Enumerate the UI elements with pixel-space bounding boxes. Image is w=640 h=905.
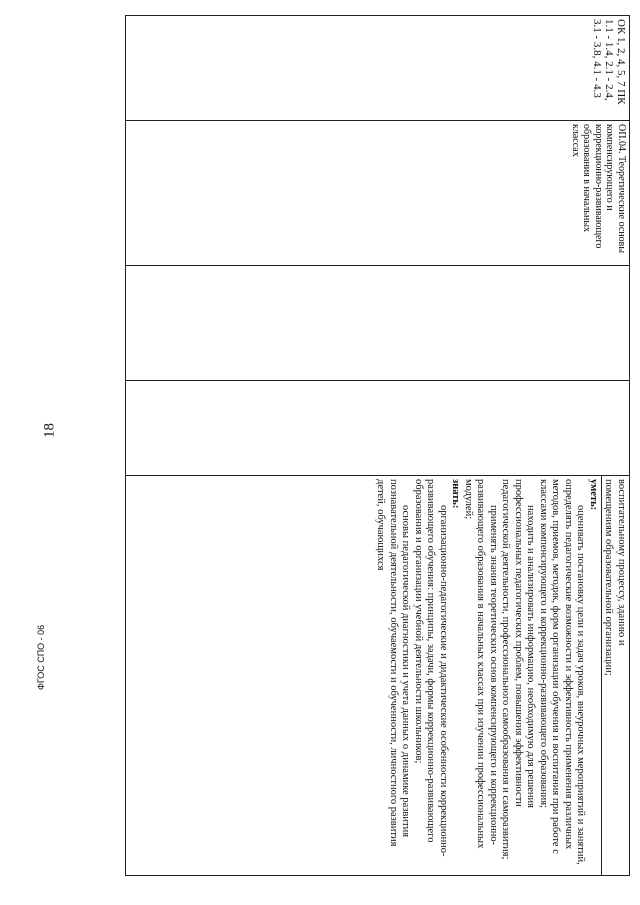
skill-paragraph-2: находить и анализировать информацию, необходимую для решения профессиональных педагогических проблем, повышения эффективности педагогической деятельности, профессионального самообразования и саморазвития; — [500, 479, 537, 860]
skill-paragraph-3: применять знания теоретических основ компенсирующего и коррекционно-развивающего образования в начальных классах при изучении профессиональных модулей; — [463, 479, 499, 849]
knowledge-paragraph-2: основы педагогической диагностики и учета данных о динамике развития познавательной деятельности, обучаемости и обученности, личностного развития детей, обучающихся — [375, 479, 412, 847]
content-top-line-2: помещениям образовательной организации; — [601, 476, 615, 875]
znat-label: знать: — [450, 479, 462, 509]
rotated-table-container — [125, 15, 630, 875]
empty-cell-2 — [126, 381, 630, 476]
content-top-line-1: воспитательному процессу, зданию и — [616, 479, 627, 646]
discipline-name: ОП.04. Теоретические основы компенсирующего и коррекционно-развивающего образования в начальных классах — [570, 124, 627, 254]
footer-code: ФГОС СПО - 06 — [36, 624, 46, 690]
curriculum-table — [125, 15, 630, 876]
competencies-text: ОК 1, 2, 4, 5, 7 ПК 1.1 - 1.4, 2.1 - 2.4, 3.1 - 3.8, 4.1 - 4.3 — [591, 19, 627, 105]
umet-label: уметь: — [588, 479, 599, 511]
knowledge-paragraph-1: организационно-педагогические и дидактические особенности коррекционно-развивающего обучения: принципы, задачи, формы коррекционно-развивающего образования и организации учебной деятельности школьников; — [413, 479, 449, 857]
content-cell — [126, 476, 630, 876]
empty-cell-1 — [126, 266, 630, 381]
competencies-cell — [126, 16, 630, 121]
discipline-cell — [126, 121, 630, 266]
table-row — [126, 16, 630, 876]
skill-paragraph-1: оценивать постановку цели и задач уроков, внеурочных мероприятий и занятий, определять педагогические возможности и эффективность применения различных методов, приемов, методик, форм организации обучения и воспитания при работе с классами компенсирующего и коррекционно-развивающего образования; — [538, 479, 587, 865]
page-number: 18 — [41, 423, 58, 438]
